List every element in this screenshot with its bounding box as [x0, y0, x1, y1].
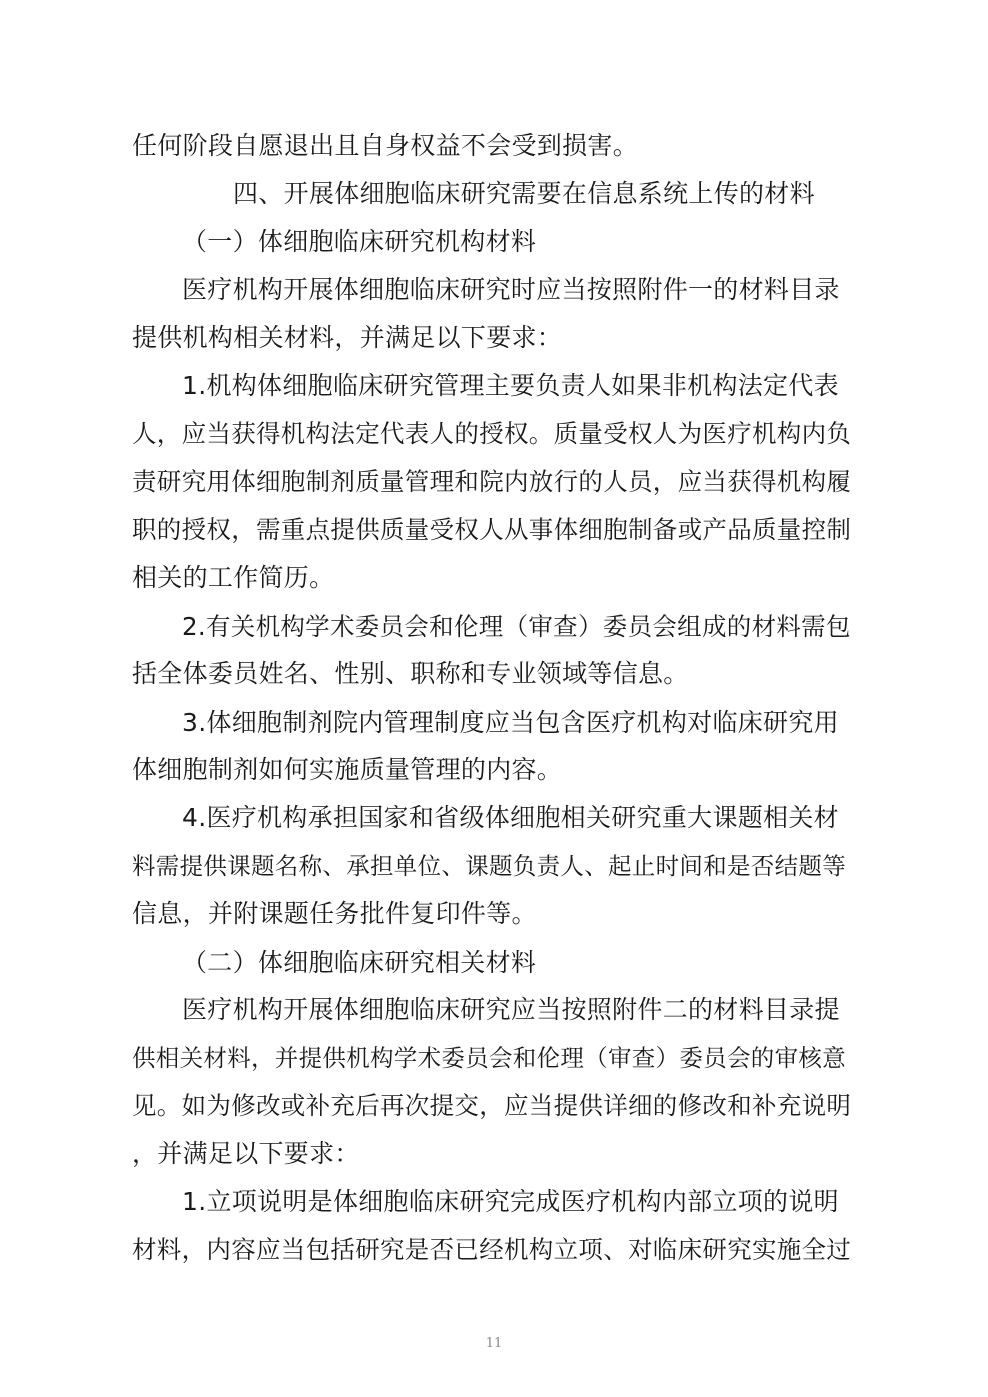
- subsection-heading: （二）体细胞临床研究相关材料: [182, 948, 537, 977]
- page-number: 11: [485, 1336, 503, 1351]
- body-line: 责研究用体细胞制剂质量管理和院内放行的人员，应当获得机构履: [132, 467, 852, 496]
- section-heading: 四、开展体细胞临床研究需要在信息系统上传的材料: [233, 179, 815, 208]
- paragraph-first-line: 医疗机构开展体细胞临床研究应当按照附件二的材料目录提: [182, 995, 840, 1024]
- body-line: 任何阶段自愿退出且自身权益不会受到损害。: [132, 131, 639, 160]
- body-line: 人，应当获得机构法定代表人的授权。质量受权人为医疗机构内负: [132, 419, 852, 448]
- body-line: 体细胞制剂如何实施质量管理的内容。: [132, 755, 563, 784]
- body-line: 供相关材料，并提供机构学术委员会和伦理（审查）委员会的审核意: [132, 1044, 846, 1072]
- list-item-1-first-line: 1.立项说明是体细胞临床研究完成医疗机构内部立项的说明: [182, 1187, 839, 1216]
- list-item-4-first-line: 4.医疗机构承担国家和省级体细胞相关研究重大课题相关材: [182, 803, 839, 832]
- body-line: 职的授权，需重点提供质量受权人从事体细胞制备或产品质量控制: [132, 515, 852, 544]
- body-line: 信息，并附课题任务批件复印件等。: [132, 899, 537, 928]
- body-line: 相关的工作简历。: [132, 563, 335, 592]
- body-line: 括全体委员姓名、性别、职称和专业领域等信息。: [132, 659, 689, 688]
- subsection-heading: （一）体细胞临床研究机构材料: [182, 227, 537, 256]
- paragraph-first-line: 医疗机构开展体细胞临床研究时应当按照附件一的材料目录: [182, 275, 840, 304]
- body-line: ，并满足以下要求：: [132, 1139, 360, 1168]
- body-line: 提供机构相关材料，并满足以下要求：: [132, 323, 563, 352]
- list-item-2-first-line: 2.有关机构学术委员会和伦理（审查）委员会组成的材料需包: [182, 612, 851, 641]
- body-line: 见。如为修改或补充后再次提交，应当提供详细的修改和补充说明: [132, 1091, 852, 1120]
- list-item-3-first-line: 3.体细胞制剂院内管理制度应当包含医疗机构对临床研究用: [182, 708, 839, 737]
- list-item-1-first-line: 1.机构体细胞临床研究管理主要负责人如果非机构法定代表: [182, 371, 839, 400]
- body-line: 料需提供课题名称、承担单位、课题负责人、起止时间和是否结题等: [132, 852, 846, 880]
- body-line: 材料，内容应当包括研究是否已经机构立项、对临床研究实施全过: [132, 1235, 852, 1264]
